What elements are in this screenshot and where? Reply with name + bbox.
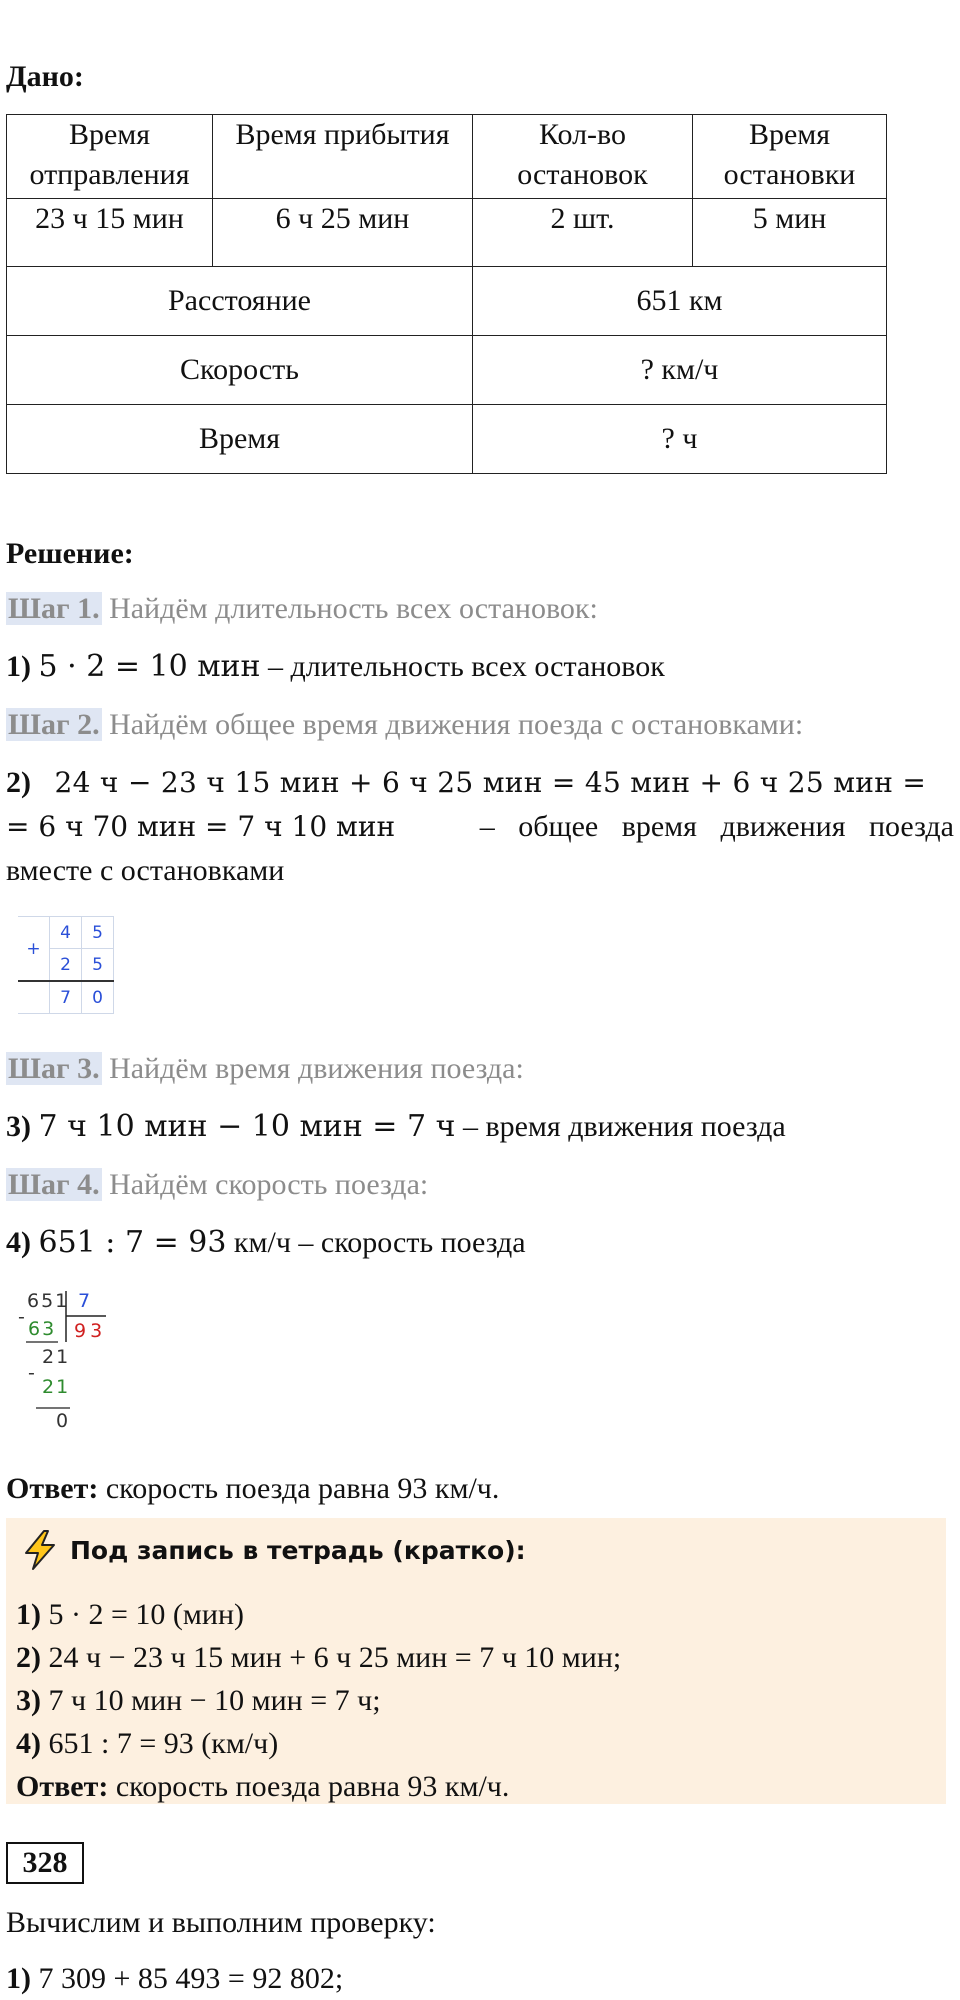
notebook-line-text: 651 : 7 = 93 (км/ч) xyxy=(41,1727,279,1760)
line-4-expr: 651 : 7 = 93 xyxy=(38,1225,227,1260)
label-speed: Скорость xyxy=(7,336,473,405)
line-1-rest: – длительность всех остановок xyxy=(260,650,665,683)
plus-sign: + xyxy=(18,917,50,982)
subtrahend-1: 63 xyxy=(28,1318,57,1340)
step-3-text: Найдём время движения поезда: xyxy=(109,1052,524,1085)
header-arrival: Время прибытия xyxy=(213,115,473,199)
line-2-expr-a: 24 ч − 23 ч 15 мин + 6 ч 25 мин = 45 мин + 6 ч 25 мин = xyxy=(54,766,927,799)
value-arrival: 6 ч 25 мин xyxy=(213,199,473,267)
minus-sign: - xyxy=(28,1362,35,1384)
step-4-text: Найдём скорость поезда: xyxy=(109,1168,429,1201)
notebook-answer-text: скорость поезда равна 93 км/ч. xyxy=(108,1770,510,1803)
notebook-title: Под запись в тетрадь (кратко) xyxy=(70,1535,516,1565)
line-4-rest: км/ч – скорость поезда xyxy=(226,1226,526,1259)
line-4-num: 4) xyxy=(6,1226,31,1259)
column-addition xyxy=(18,916,114,1014)
subtrahend-2: 21 xyxy=(42,1376,71,1398)
answer-text: скорость поезда равна 93 км/ч. xyxy=(98,1472,500,1505)
notebook-line-num: 2) xyxy=(16,1641,41,1674)
line-2-num: 2) xyxy=(6,766,31,799)
lightning-icon xyxy=(20,1529,60,1571)
header-stops-count: Кол-во остановок xyxy=(473,115,693,199)
add-digit: 2 xyxy=(50,949,82,982)
task-number-box: 328 xyxy=(6,1842,84,1884)
task-line-num: 1) xyxy=(6,1962,31,1995)
task-line-1 xyxy=(6,1960,343,1998)
task-intro: Вычислим и выполним проверку: xyxy=(6,1906,436,1939)
notebook-line-num: 4) xyxy=(16,1727,41,1760)
add-digit: 4 xyxy=(50,917,82,949)
given-row-time xyxy=(7,405,887,474)
value-speed: ? км/ч xyxy=(473,336,887,405)
line-1 xyxy=(6,648,665,686)
label-distance: Расстояние xyxy=(7,267,473,336)
line-2b xyxy=(6,808,954,846)
label-time: Время xyxy=(7,405,473,474)
given-row-distance xyxy=(7,267,887,336)
step-3-label: Шаг 3. xyxy=(8,1052,100,1085)
long-division xyxy=(14,1288,124,1438)
step-2-text: Найдём общее время движения поезда с остановками: xyxy=(109,708,804,741)
value-distance: 651 км xyxy=(473,267,887,336)
line-3-expr: 7 ч 10 мин − 10 мин = 7 ч xyxy=(38,1109,456,1144)
notebook-line-text: 7 ч 10 мин − 10 мин = 7 ч; xyxy=(41,1684,381,1717)
sum-digit: 0 xyxy=(82,981,114,1014)
value-stop-duration: 5 мин xyxy=(693,199,887,267)
given-value-row xyxy=(7,199,887,267)
sum-digit: 7 xyxy=(50,981,82,1014)
line-2a xyxy=(6,764,954,802)
value-departure: 23 ч 15 мин xyxy=(7,199,213,267)
line-3 xyxy=(6,1108,786,1146)
line-3-num: 3) xyxy=(6,1110,31,1143)
notebook-line-3 xyxy=(16,1682,381,1720)
empty-cell xyxy=(18,981,50,1014)
step-4-label: Шаг 4. xyxy=(8,1168,100,1201)
notebook-header xyxy=(20,1528,526,1572)
value-time: ? ч xyxy=(473,405,887,474)
notebook-line-num: 1) xyxy=(16,1598,41,1631)
step-1-text: Найдём длительность всех остановок: xyxy=(109,592,598,625)
divisor: 7 xyxy=(78,1290,91,1312)
line-1-expr: 5 · 2 = 10 мин xyxy=(38,649,261,684)
step-1 xyxy=(6,590,598,628)
answer xyxy=(6,1470,499,1508)
given-header-row xyxy=(7,115,887,199)
notebook-answer-label: Ответ: xyxy=(16,1770,109,1803)
notebook-answer xyxy=(16,1768,509,1806)
step-4 xyxy=(6,1166,428,1204)
dividend: 651 xyxy=(27,1290,70,1312)
add-digit: 5 xyxy=(82,917,114,949)
line-4 xyxy=(6,1224,526,1262)
notebook-box xyxy=(6,1518,946,1804)
notebook-line-4 xyxy=(16,1725,278,1763)
quotient: 93 xyxy=(74,1320,107,1342)
remainder-1: 21 xyxy=(42,1346,71,1368)
add-digit: 5 xyxy=(82,949,114,982)
notebook-line-1 xyxy=(16,1596,244,1634)
line-2-rest-b: – общее время движения поезда xyxy=(479,810,954,843)
step-1-label: Шаг 1. xyxy=(8,592,100,625)
notebook-line-text: 24 ч − 23 ч 15 мин + 6 ч 25 мин = 7 ч 10 мин; xyxy=(41,1641,622,1674)
notebook-line-num: 3) xyxy=(16,1684,41,1717)
given-table xyxy=(6,114,887,474)
minus-sign: - xyxy=(18,1306,25,1328)
header-departure: Время отправления xyxy=(7,115,213,199)
line-2-expr-b: = 6 ч 70 мин = 7 ч 10 мин xyxy=(6,810,396,843)
answer-label: Ответ: xyxy=(6,1472,99,1505)
value-stops-count: 2 шт. xyxy=(473,199,693,267)
given-heading: Дано: xyxy=(6,60,84,93)
step-3 xyxy=(6,1050,524,1088)
solution-heading: Решение: xyxy=(6,537,134,570)
step-2-label: Шаг 2. xyxy=(8,708,100,741)
notebook-line-text: 5 · 2 = 10 (мин) xyxy=(41,1598,244,1631)
step-2 xyxy=(6,706,803,744)
header-stop-duration: Время остановки xyxy=(693,115,887,199)
notebook-title-colon: : xyxy=(515,1535,526,1565)
line-2c: вместе с остановками xyxy=(6,854,285,887)
notebook-line-2 xyxy=(16,1639,621,1677)
remainder-final: 0 xyxy=(56,1410,69,1432)
line-1-num: 1) xyxy=(6,650,31,683)
task-line-text: 7 309 + 85 493 = 92 802; xyxy=(31,1962,344,1995)
given-row-speed xyxy=(7,336,887,405)
line-3-rest: – время движения поезда xyxy=(455,1110,786,1143)
